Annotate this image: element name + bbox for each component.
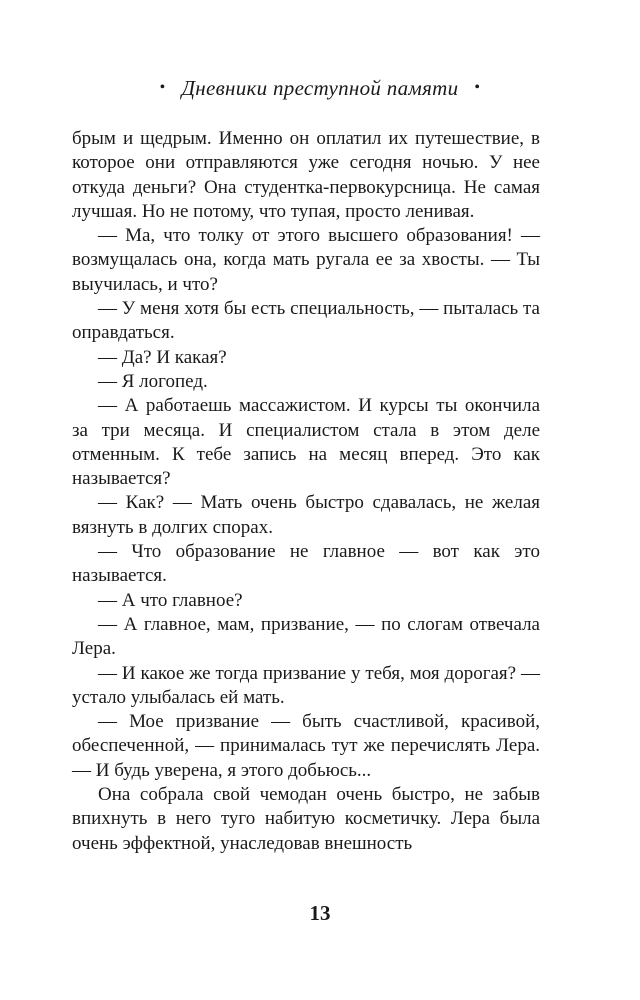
page-number: 13 [309,901,331,925]
paragraph: — У меня хотя бы есть специальность, — пыталась та оправдаться. [72,298,540,344]
paragraph: — И какое же тогда призвание у тебя, моя дорогая? — устало улыбалась ей мать. [72,662,540,708]
paragraph: — Да? И какая? [98,346,227,368]
paragraph: — А что главное? [98,589,243,611]
paragraph: — Что образование не главное — вот как это называется. [72,541,540,587]
running-header [0,76,640,101]
paragraph-continued: брым и щедрым. Именно он оплатил их путешествие, в которое они отправляются уже сегодня ночью. У нее откуда деньги? Она студентка-первокурсница. Не самая лучшая. Но не потому, что тупая, просто ленивая. [72,128,540,222]
paragraph: — А работаешь массажистом. И курсы ты окончила за три месяца. И специалистом стала в этом деле отменным. К тебе запись на месяц вперед. Это как называется? [72,395,540,490]
body-text [72,127,540,856]
header-ornament-right: • [474,79,481,96]
paragraph: — А главное, мам, призвание, — по слогам отвечала Лера. [72,613,540,660]
header-ornament-left: • [159,79,166,96]
paragraph: — Я логопед. [98,370,208,392]
paragraph: — Как? — Мать очень быстро сдавалась, не желая вязнуть в долгих спорах. [72,492,540,538]
paragraph: Она собрала свой чемодан очень быстро, не забыв впихнуть в него туго набитую косметичку. Лера была очень эффектной, унаследовав внешность [72,784,540,854]
paragraph: — Ма, что толку от этого высшего образования! — возмущалась она, когда мать ругала ее за хвосты. — Ты выучилась, и что? [72,225,540,295]
paragraph: — Мое призвание — быть счастливой, красивой, обеспеченной, — принималась тут же перечислять Лера. — И будь уверена, я этого добьюсь... [72,711,540,781]
running-header-title: Дневники преступной памяти [181,76,459,100]
